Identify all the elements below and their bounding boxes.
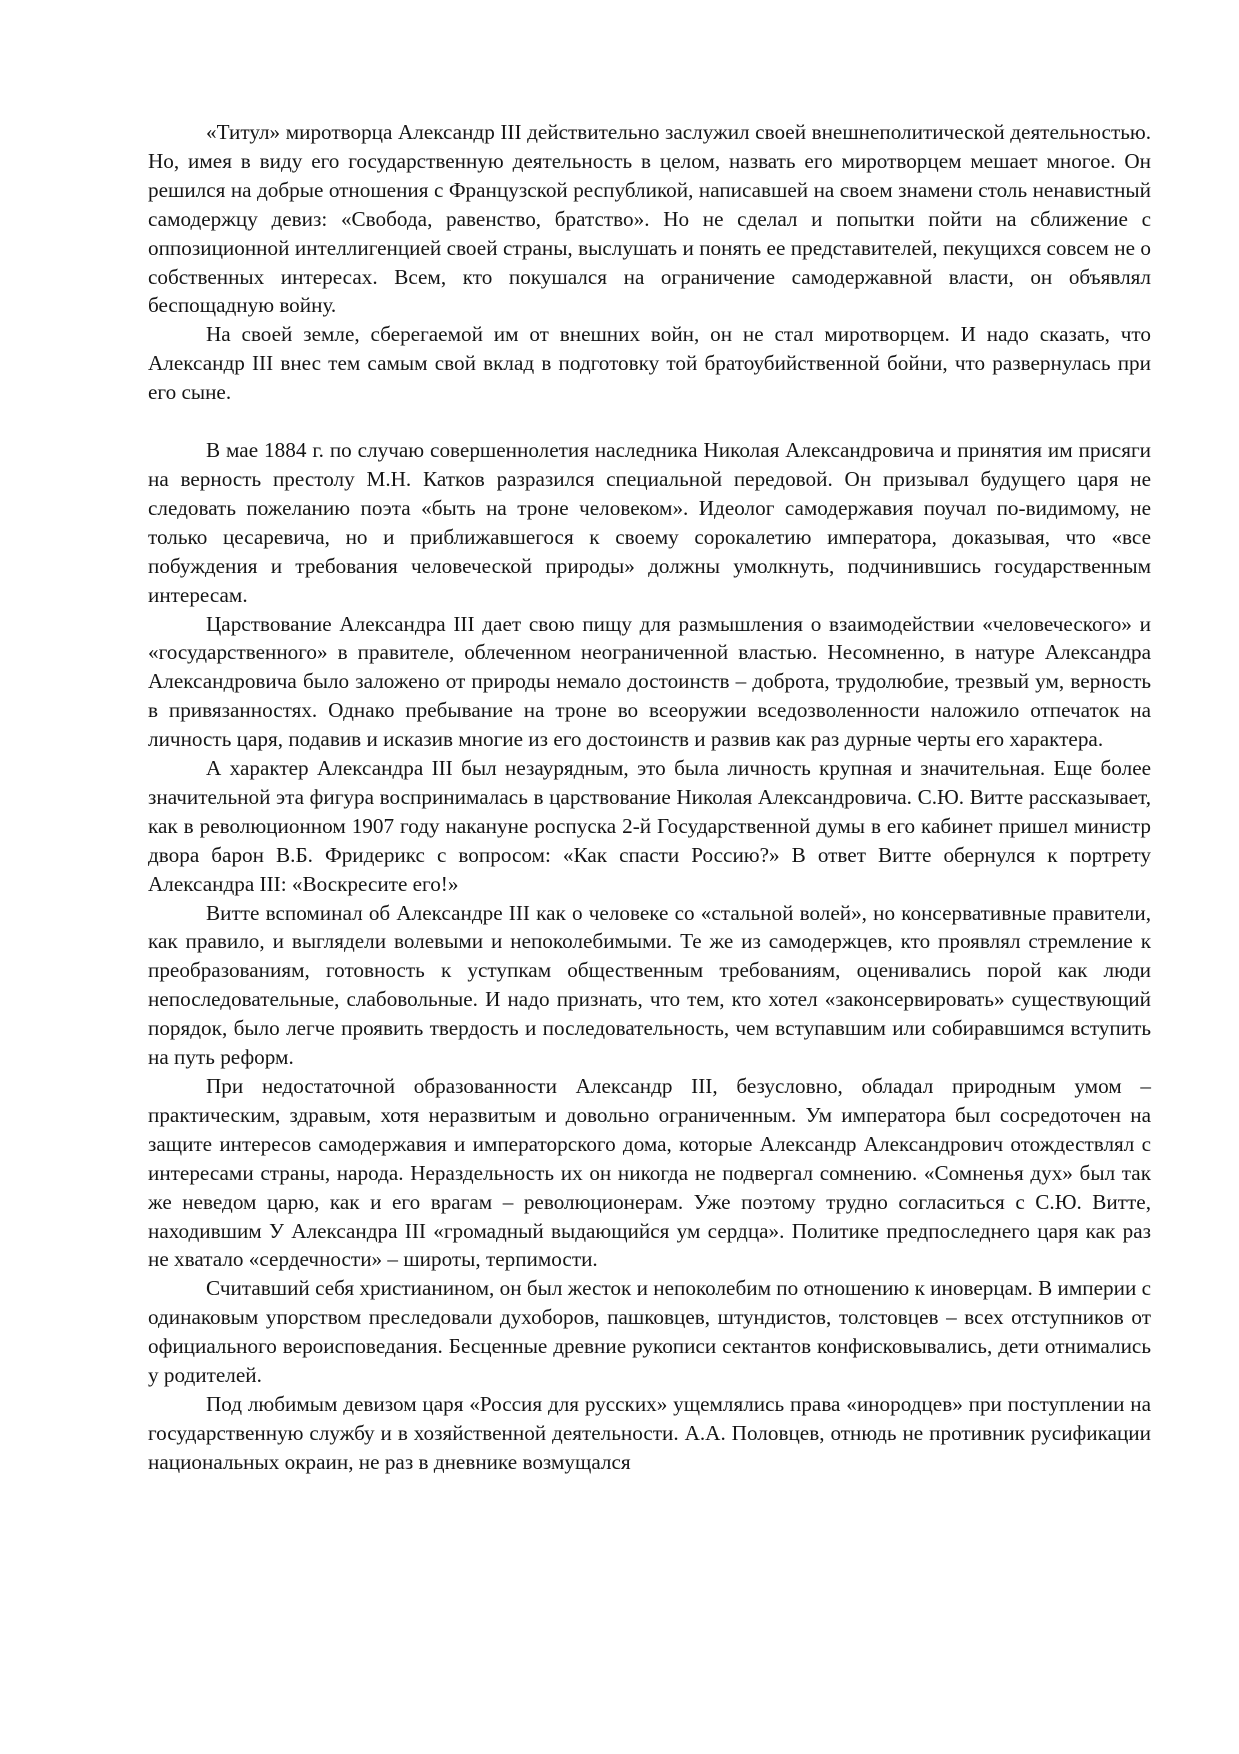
paragraph-religious-persecution: Считавший себя христианином, он был жесток и непоколебим по отношению к иноверцам. В империи с одинаковым упорством преследовали духоборов, пашковцев, штундистов, толстовцев – всех отступников от официального вероисповедания. Бесценные древние рукописи сектантов конфисковывались, дети отнимались у родителей. [148, 1276, 1151, 1388]
paragraph-natural-mind: При недостаточной образованности Александр III, безусловно, обладал природным умом – практическим, здравым, хотя неразвитым и довольно ограниченным. Ум императора был сосредоточен на защите интересов самодержавия и императорского дома, которые Александр Александрович отождествлял с интересами страны, народа. Нераздельность их он никогда не подвергал сомнению. «Сомненья дух» был так же неведом царю, как и его врагам – революционерам. Уже поэтому трудно согласиться с С.Ю. Витте, находившим У Александра III «громадный выдающийся ум сердца». Политике предпоследнего царя как раз не хватало «сердечности» – широты, терпимости. [148, 1074, 1151, 1272]
document-page [148, 118, 1151, 1477]
paragraph-steel-will: Витте вспоминал об Александре III как о человеке со «стальной волей», но консервативные правители, как правило, и выглядели волевыми и непоколебимыми. Те же из самодержцев, кто проявлял стремление к преобразованиям, готовность к уступкам общественным требованиям, оценивались порой как люди непоследовательные, слабовольные. И надо признать, что тем, кто хотел «законсервировать» существующий порядок, было легче проявить твердость и последовательность, чем вступавшим или собиравшимся вступить на путь реформ. [148, 900, 1151, 1070]
paragraph-human-and-state: Царствование Александра III дает свою пищу для размышления о взаимодействии «человеческого» и «государственного» в правителе, облеченном неограниченной властью. Несомненно, в натуре Александра Александровича было заложено от природы немало достоинств – доброта, трудолюбие, трезвый ум, верность в привязанностях. Однако пребывание на троне во всеоружии вседозволенности наложило отпечаток на личность царя, подавив и исказив многие из его достоинств и развив как раз дурные черты его характера. [148, 611, 1151, 752]
paragraph-character: А характер Александра III был незаурядным, это была личность крупная и значительная. Еще более значительной эта фигура воспринималась в царствование Николая Александровича. С.Ю. Витте рассказывает, как в революционном 1907 году накануне роспуска 2-й Государственной думы в его кабинет пришел министр двора барон В.Б. Фридерикс с вопросом: «Как спасти Россию?» В ответ Витте обернулся к портрету Александра III: «Воскресите его!» [148, 756, 1151, 896]
paragraph-russia-for-russians: Под любимым девизом царя «Россия для русских» ущемлялись права «инородцев» при поступлении на государственную службу и в хозяйственной деятельности. А.А. Половцев, отнюдь не противник русификации национальных окраин, не раз в дневнике возмущался [148, 1391, 1151, 1474]
section-spacer [148, 407, 1151, 436]
paragraph-katkov-editorial: В мае 1884 г. по случаю совершеннолетия наследника Николая Александровича и принятия им присяги на верность престолу М.Н. Катков разразился специальной передовой. Он призывал будущего царя не следовать пожеланию поэта «быть на троне человеком». Идеолог самодержавия поучал по-видимому, не только цесаревича, но и приближавшегося к своему сорокалетию императора, доказывая, что «все побуждения и требования человеческой природы» должны умолкнуть, подчинившись государственным интересам. [148, 438, 1151, 607]
paragraph-not-peacemaker-at-home: На своей земле, сберегаемой им от внешних войн, он не стал миротворцем. И надо сказать, что Александр III внес тем самым свой вклад в подготовку той братоубийственной бойни, что развернулась при его сыне. [148, 322, 1151, 405]
paragraph-peacemaker-title: «Титул» миротворца Александр III действительно заслужил своей внешнеполитической деятельностью. Но, имея в виду его государственную деятельность в целом, назвать его миротворцем мешает многое. Он решился на добрые отношения с Французской республикой, написавшей на своем знамени столь ненавистный самодержцу девиз: «Свобода, равенство, братство». Но не сделал и попытки пойти на сближение с оппозиционной интеллигенцией своей страны, выслушать и понять ее представителей, пекущихся совсем не о собственных интересах. Всем, кто покушался на ограничение самодержавной власти, он объявлял беспощадную войну. [148, 120, 1151, 318]
